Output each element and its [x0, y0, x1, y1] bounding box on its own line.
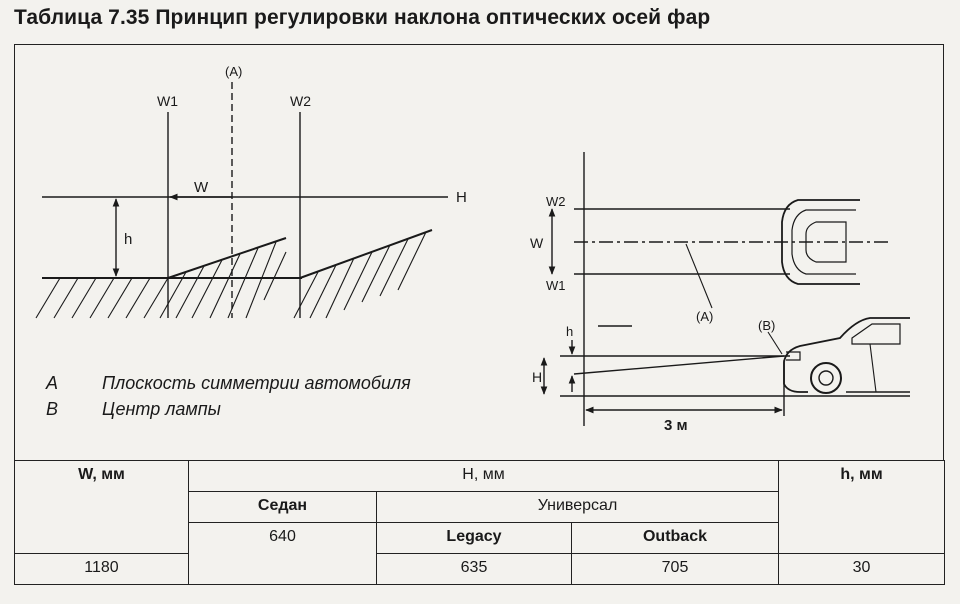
- label-h-upper: H: [456, 189, 467, 206]
- value-sedan: 640: [189, 523, 377, 585]
- legend-text: Центр лампы: [102, 398, 221, 419]
- a-leader: [686, 244, 712, 308]
- beam-line: [574, 356, 784, 374]
- value-h: 30: [779, 554, 945, 585]
- distance-label: 3 м: [664, 417, 688, 434]
- side-view: [544, 318, 910, 416]
- front-wheel: [811, 363, 841, 393]
- legend-text: Плоскость симметрии автомобиля: [102, 372, 411, 393]
- label-H-side: H: [532, 369, 543, 385]
- label-a-top: (A): [225, 64, 243, 79]
- label-b-right: (B): [758, 318, 776, 333]
- value-legacy: 635: [377, 554, 572, 585]
- spec-table: [14, 460, 945, 585]
- label-w1: W1: [157, 93, 178, 109]
- header-legacy: Legacy: [377, 523, 572, 554]
- label-w2-right: W2: [546, 194, 566, 209]
- label-h-side: h: [566, 324, 574, 339]
- ground-hatch: [36, 232, 426, 318]
- label-a-right: (A): [696, 309, 714, 324]
- header-w: W, мм: [15, 461, 189, 554]
- legend-key: B: [46, 398, 59, 419]
- b-leader: [768, 332, 782, 354]
- car-window: [852, 324, 900, 344]
- screen-pattern-view: [36, 82, 448, 318]
- page-title: Таблица 7.35 Принцип регулировки наклона оптических осей фар: [14, 6, 711, 29]
- legend-row-b: [46, 396, 411, 422]
- value-outback: 705: [572, 554, 779, 585]
- label-w-right: W: [530, 235, 544, 251]
- legend-key: A: [46, 372, 59, 393]
- label-h-small: h: [124, 231, 133, 248]
- header-wagon: Универсал: [377, 492, 779, 523]
- label-w1-right: W1: [546, 278, 566, 293]
- legend: [46, 370, 411, 422]
- header-sedan: Седан: [189, 492, 377, 523]
- legend-row-a: [46, 370, 411, 396]
- header-outback: Outback: [572, 523, 779, 554]
- header-H: H, мм: [189, 461, 779, 492]
- cutoff-right: [300, 230, 432, 278]
- car-side-outline: [784, 318, 910, 392]
- label-w2: W2: [290, 93, 311, 109]
- header-h: h, мм: [779, 461, 945, 554]
- value-w: 1180: [15, 554, 189, 585]
- label-w: W: [194, 179, 209, 196]
